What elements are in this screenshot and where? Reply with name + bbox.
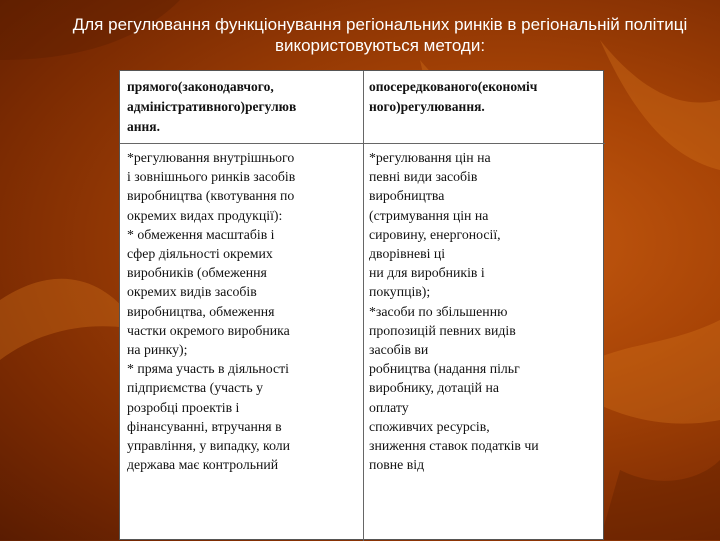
cell-text-line: і зовнішнього ринків засобів: [127, 169, 296, 185]
header-line: опосередкованого(економіч: [369, 79, 538, 94]
cell-text-line: повне від: [369, 457, 425, 473]
cell-text-line: виробництва, обмеження: [127, 303, 275, 319]
cell-text-line: розробці проектів і: [127, 399, 240, 415]
cell-text-line: ни для виробників і: [369, 265, 485, 281]
cell-text-line: *регулювання внутрішнього: [127, 150, 295, 165]
cell-text-line: (стримування цін на: [369, 207, 489, 223]
slide-title-line: Для регулювання функціонування регіональних ринків в регіональній політиці: [72, 15, 688, 34]
cell-text-line: *регулювання цін на: [369, 150, 491, 165]
indirect-methods-cell: [369, 148, 599, 474]
direct-methods-cell: [127, 148, 361, 474]
cell-text-line: частки окремого виробника: [127, 322, 290, 338]
slide-title-line: використовуються методи:: [274, 36, 486, 55]
header-line: адміністративного)регулюв: [127, 99, 297, 114]
cell-text-line: фінансуванні, втручання в: [127, 418, 282, 434]
methods-table: [119, 70, 604, 540]
cell-text-line: на ринку);: [127, 342, 188, 358]
header-line: ання.: [127, 119, 160, 134]
cell-text-line: виробництва (квотування по: [127, 188, 295, 204]
header-line: прямого(законодавчого,: [127, 79, 274, 94]
cell-text-line: управління, у випадку, коли: [127, 438, 291, 454]
header-divider: [120, 143, 605, 144]
cell-text-line: певні види засобів: [369, 169, 478, 185]
slide-title: [40, 14, 720, 56]
cell-text-line: сфер діяльності окремих: [127, 246, 273, 262]
header-indirect-regulation: [369, 77, 599, 117]
cell-text-line: споживчих ресурсів,: [369, 418, 490, 434]
cell-text-line: дворівневі ці: [369, 246, 446, 262]
cell-text-line: підприємства (участь у: [127, 380, 263, 396]
cell-text-line: окремих видах продукції):: [127, 207, 283, 223]
cell-text-line: робництва (надання пільг: [369, 361, 520, 377]
cell-text-line: окремих видів засобів: [127, 284, 257, 300]
cell-text-line: * обмеження масштабів і: [127, 226, 275, 242]
cell-text-line: виробників (обмеження: [127, 265, 267, 281]
cell-text-line: зниження ставок податків чи: [369, 438, 539, 454]
cell-text-line: виробнику, дотацій на: [369, 380, 500, 396]
cell-text-line: засобів ви: [369, 342, 429, 358]
header-line: ного)регулювання.: [369, 99, 485, 114]
cell-text-line: виробництва: [369, 188, 445, 204]
cell-text-line: *засоби по збільшенню: [369, 303, 508, 319]
column-divider: [363, 71, 364, 541]
cell-text-line: пропозицій певних видів: [369, 322, 516, 338]
cell-text-line: сировину, енергоносії,: [369, 226, 501, 242]
cell-text-line: * пряма участь в діяльності: [127, 361, 289, 377]
header-direct-regulation: [127, 77, 361, 137]
cell-text-line: держава має контрольний: [127, 457, 279, 473]
cell-text-line: покупців);: [369, 284, 431, 300]
cell-text-line: оплату: [369, 399, 409, 415]
